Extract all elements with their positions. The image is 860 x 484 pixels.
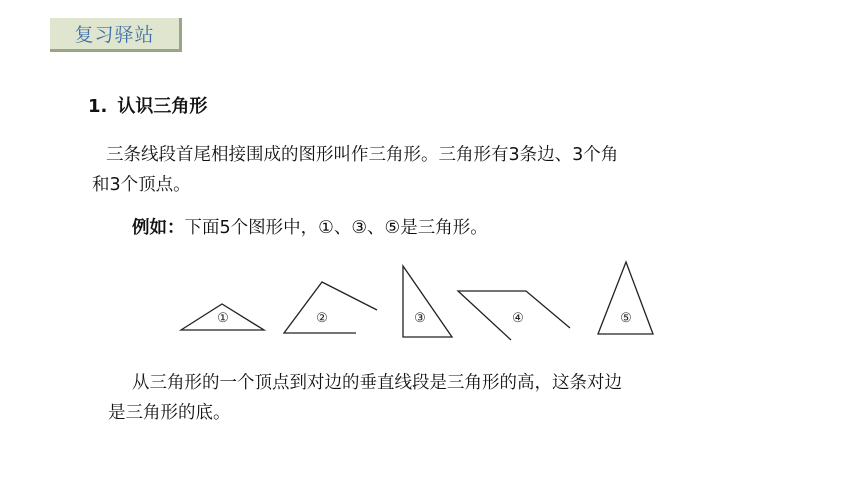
definition-line-1: 三条线段首尾相接围成的图形叫作三角形。三角形有3条边、3个角 bbox=[106, 145, 619, 165]
definition-line-2: 和3个顶点。 bbox=[92, 175, 191, 195]
figure-1-label: ① bbox=[217, 311, 229, 326]
figure-2-label: ② bbox=[316, 311, 328, 326]
example-label: 例如： bbox=[132, 218, 185, 238]
section-title: 认识三角形 bbox=[117, 96, 208, 117]
section-badge: 复习驿站 bbox=[50, 18, 182, 52]
example-text: 下面5个图形中，①、③、⑤是三角形。 bbox=[184, 218, 488, 238]
height-paragraph bbox=[108, 368, 768, 428]
figure-2-open-shape bbox=[284, 282, 377, 333]
height-line-2: 是三角形的底。 bbox=[108, 403, 231, 423]
height-line-1: 从三角形的一个顶点到对边的垂直线段是三角形的高，这条对边 bbox=[132, 373, 622, 393]
figure-4-label: ④ bbox=[512, 311, 524, 326]
section-number: 1. bbox=[88, 96, 108, 117]
figure-3-triangle bbox=[403, 266, 452, 337]
figure-3-label: ③ bbox=[414, 311, 426, 326]
figure-5-label: ⑤ bbox=[620, 311, 632, 326]
